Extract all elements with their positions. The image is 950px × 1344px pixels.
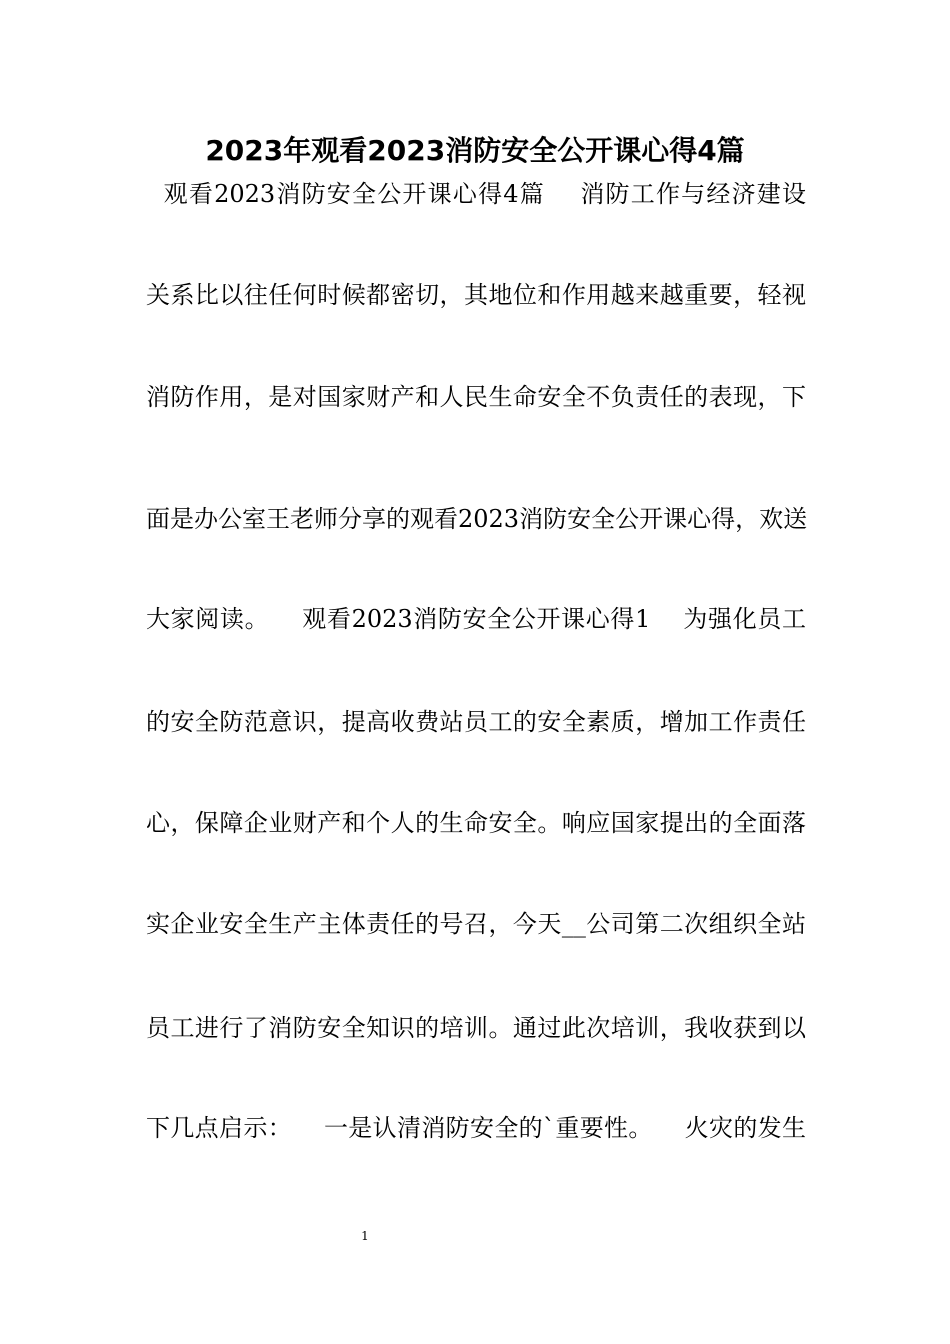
body-line: 面是办公室王老师分享的观看2023消防安全公开课心得，欢送 <box>146 505 808 533</box>
document-title: 2023年观看2023消防安全公开课心得4篇 <box>205 134 745 167</box>
body-line: 实企业安全生产主体责任的号召，今天__公司第二次组织全站 <box>146 910 806 938</box>
body-line: 关系比以往任何时候都密切，其地位和作用越来越重要，轻视 <box>146 281 806 309</box>
body-line: 员工进行了消防安全知识的培训。通过此次培训，我收获到以 <box>146 1014 806 1042</box>
body-line: 大家阅读。 观看2023消防安全公开课心得1 为强化员工 <box>146 605 806 633</box>
body-line: 下几点启示： 一是认清消防安全的`重要性。 火灾的发生 <box>146 1114 806 1142</box>
body-line: 观看2023消防安全公开课心得4篇 消防工作与经济建设 <box>146 180 806 208</box>
body-line: 消防作用，是对国家财产和人民生命安全不负责任的表现，下 <box>146 383 806 411</box>
body-line: 的安全防范意识，提高收费站员工的安全素质，增加工作责任 <box>146 708 806 736</box>
page-number: 1 <box>361 1229 369 1243</box>
body-line: 心，保障企业财产和个人的生命安全。响应国家提出的全面落 <box>146 809 806 837</box>
